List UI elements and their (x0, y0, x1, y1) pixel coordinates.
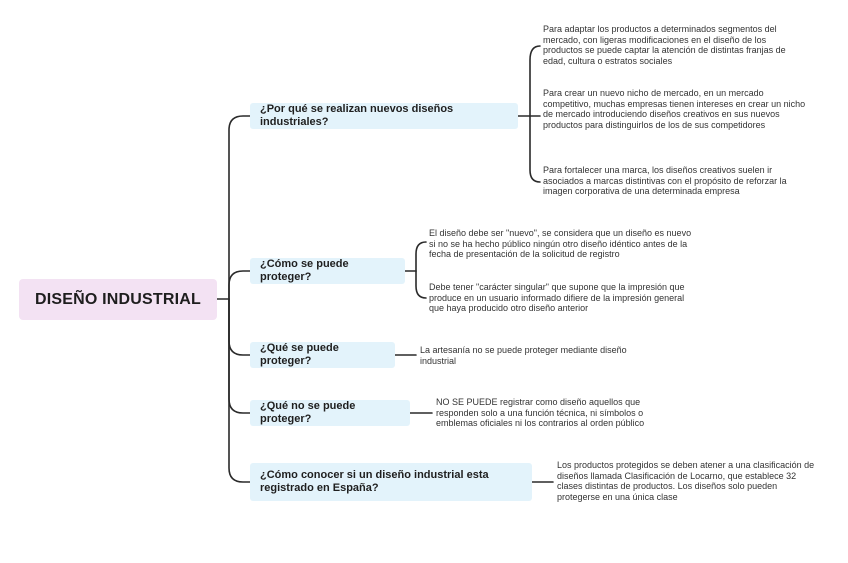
question-node-2[interactable] (250, 258, 405, 284)
connector-branch-3 (229, 299, 250, 355)
question-label: ¿Por qué se realizan nuevos diseños industriales? (260, 103, 454, 128)
answer-node-2-1: El diseño debe ser "nuevo", se considera que un diseño es nuevo si no se ha hecho público ningún otro diseño idéntico antes de la fecha de presentación de la solicitud de registro (429, 228, 692, 259)
question-label: ¿Qué se puede proteger? (260, 342, 339, 367)
answer-node-3-1: La artesanía no se puede proteger mediante diseño industrial (420, 345, 627, 366)
connector-branch-4 (229, 299, 250, 413)
connector-b1-a3 (530, 116, 540, 182)
question-node-4[interactable] (250, 400, 410, 426)
answer-node-1-3: Para fortalecer una marca, los diseños creativos suelen ir asociados a marcas distintivas con el propósito de reforzar la imagen corporativa de una determinada empresa (543, 165, 787, 196)
answer-node-1-1: Para adaptar los productos a determinados segmentos del mercado, con ligeras modificaciones en el diseño de los productos se puede captar la atención de distintas franjas de edad, cultura o estratos sociales (543, 24, 786, 66)
question-label: ¿Qué no se puede proteger? (260, 400, 356, 425)
question-node-5[interactable] (250, 463, 532, 501)
connector-b1-a1 (530, 46, 540, 116)
root-title: DISEÑO INDUSTRIAL (34, 290, 202, 308)
answer-node-1-2: Para crear un nuevo nicho de mercado, en un mercado competitivo, muchas empresas tienen intereses en crear un nicho de mercado introduciendo diseños creativos en sus nuevos productos para distinguirlos de los de sus competidores (543, 88, 806, 130)
question-label: ¿Cómo se puede proteger? (260, 258, 349, 283)
answer-node-4-1: NO SE PUEDE registrar como diseño aquellos que responden solo a una función técnica, ni símbolos o emblemas oficiales ni los contrarios al orden público (436, 397, 645, 428)
question-node-3[interactable] (250, 342, 395, 368)
question-label: ¿Cómo conocer si un diseño industrial esta registrado en España? (260, 469, 489, 494)
root-node[interactable] (19, 279, 217, 320)
connector-branch-2 (229, 271, 250, 299)
connector-branch-5 (229, 299, 250, 482)
connector-b2-a1 (416, 242, 426, 271)
question-node-1[interactable] (250, 103, 518, 129)
answer-node-2-2: Debe tener "carácter singular" que supone que la impresión que produce en un usuario informado difiere de la impresión general que haya producido otro diseño anterior (429, 282, 685, 313)
answer-node-5-1: Los productos protegidos se deben atener a una clasificación de diseños llamada Clasificación de Locarno, que establece 32 clases distintas de productos. Los diseños solo pueden protegerse en una única clase (557, 460, 815, 502)
connector-b2-a2 (416, 271, 426, 298)
